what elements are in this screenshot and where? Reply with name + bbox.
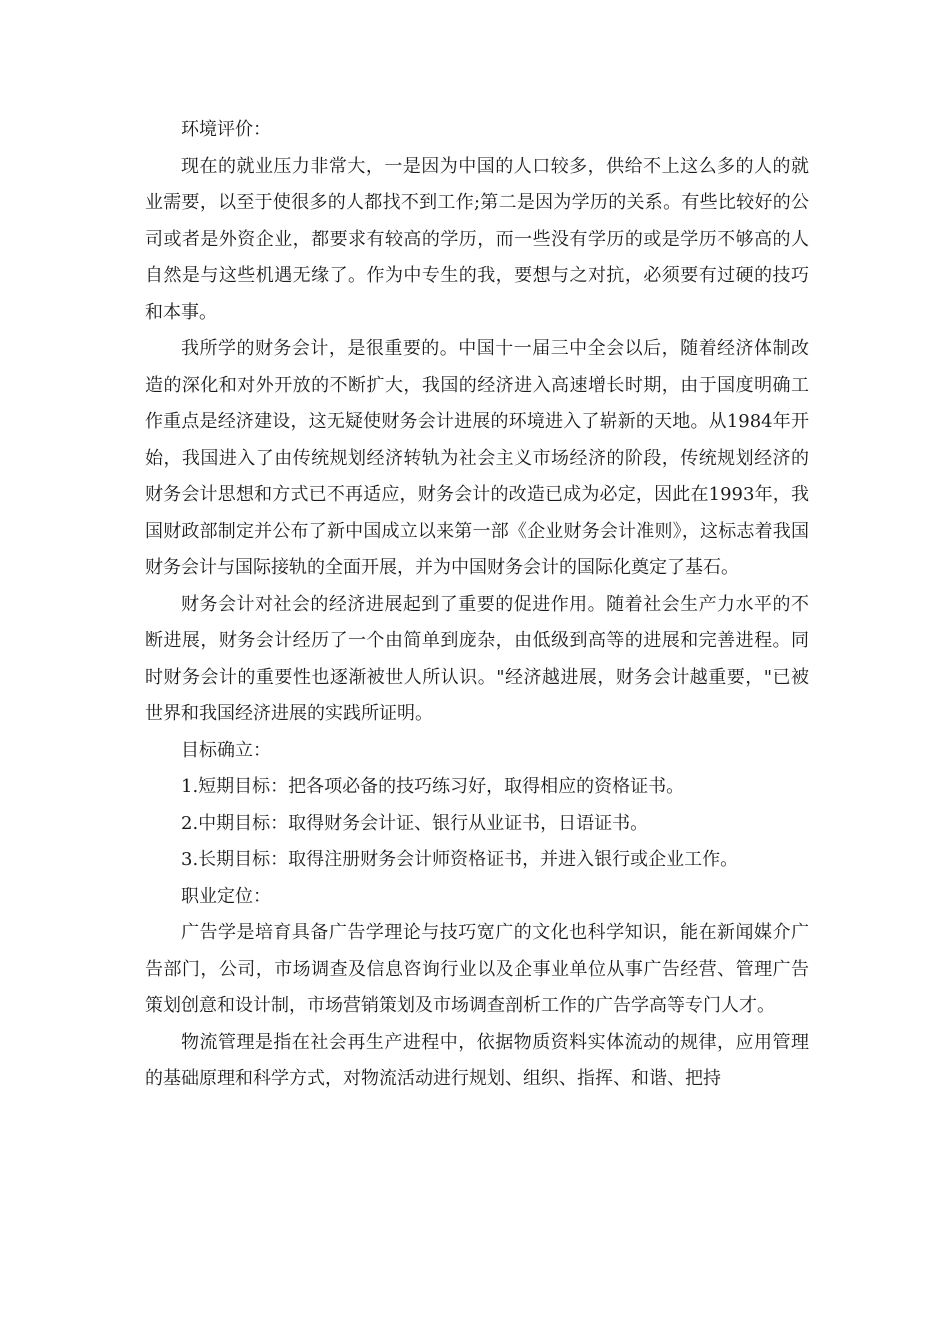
paragraph-logistics: 物流管理是指在社会再生产进程中，依据物质资料实体流动的规律，应用管理的基础原理和科学方式，对物流活动进行规划、组织、指挥、和谐、把持 [145, 1031, 809, 1089]
goal-short-term: 1.短期目标：把各项必备的技巧练习好，取得相应的资格证书。 [181, 776, 685, 797]
section-heading-environment: 环境评价： [181, 119, 271, 140]
section-heading-goals: 目标确立： [181, 739, 271, 761]
section-heading-career: 职业定位： [181, 885, 271, 907]
paragraph-advertising: 广告学是培育具备广告学理论与技巧宽广的文化也科学知识，能在新闻媒介广告部门，公司，市场调查及信息咨询行业以及企事业单位从事广告经营、管理广告策划创意和设计制，市场营销策划及市场调查剖析工作的广告学高等专门人才。 [145, 922, 809, 1016]
paragraph-accounting-history: 我所学的财务会计，是很重要的。中国十一届三中全会以后，随着经济体制改造的深化和对外开放的不断扩大，我国的经济进入高速增长时期，由于国度明确工作重点是经济建设，这无疑使财务会计进展的环境进入了崭新的天地。从1984年开始，我国进入了由传统规划经济转轨为社会主义市场经济的阶段，传统规划经济的财务会计思想和方式已不再适应，财务会计的改造已成为必定，因此在1993年，我国财政部制定并公布了新中国成立以来第一部《企业财务会计准则》，这标志着我国财务会计与国际接轨的全面开展，并为中国财务会计的国际化奠定了基石。 [145, 338, 809, 578]
paragraph-employment-pressure: 现在的就业压力非常大，一是因为中国的人口较多，供给不上这么多的人的就业需要，以至于使很多的人都找不到工作;第二是因为学历的关系。有些比较好的公司或者是外资企业，都要求有较高的学历，而一些没有学历的或是学历不够高的人自然是与这些机遇无缘了。作为中专生的我，要想与之对抗，必须要有过硬的技巧和本事。 [145, 155, 809, 323]
paragraph-accounting-role: 财务会计对社会的经济进展起到了重要的促进作用。随着社会生产力水平的不断进展，财务会计经历了一个由简单到庞杂，由低级到高等的进展和完善进程。同时财务会计的重要性也逐渐被世人所认识。"经济越进展，财务会计越重要，"已被世界和我国经济进展的实践所证明。 [145, 593, 809, 724]
goal-long-term: 3.长期目标：取得注册财务会计师资格证书，并进入银行或企业工作。 [181, 849, 739, 870]
goal-mid-term: 2.中期目标：取得财务会计证、银行从业证书，日语证书。 [181, 812, 649, 834]
document-body [145, 112, 809, 1098]
